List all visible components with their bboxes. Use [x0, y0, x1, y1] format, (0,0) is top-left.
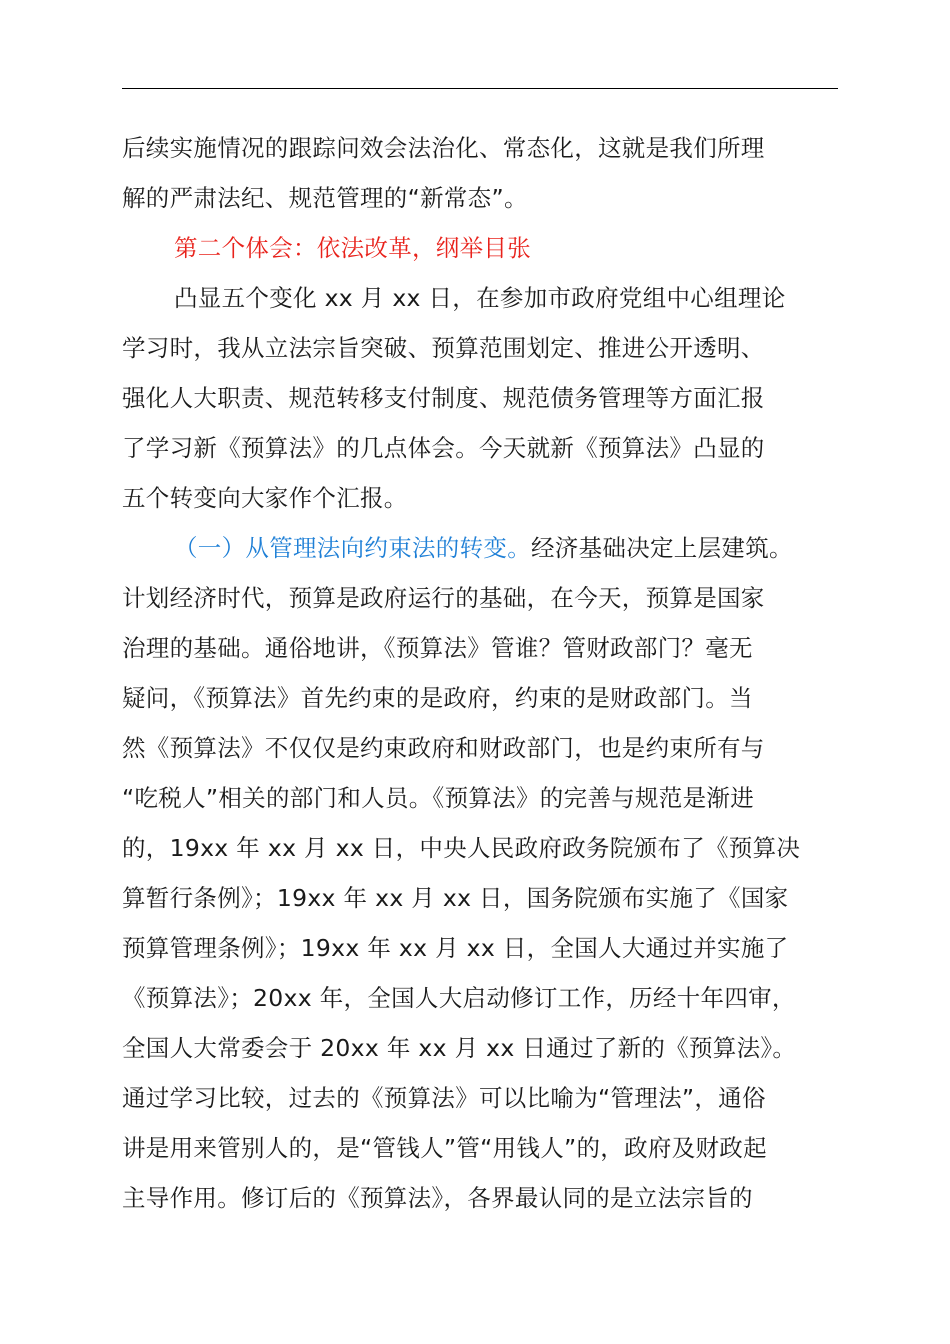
body-line: “吃税人”相关的部门和人员。《预算法》的完善与规范是渐进 — [122, 784, 754, 812]
section-heading: 第二个体会：依法改革，纲举目张 — [174, 234, 531, 262]
subsection-line — [174, 532, 793, 564]
subsection-heading: （一）从管理法向约束法的转变。 — [174, 534, 531, 562]
body-text: 经济基础决定上层建筑。 — [531, 534, 793, 562]
body-line: 凸显五个变化 xx 月 xx 日，在参加市政府党组中心组理论 — [174, 284, 786, 312]
body-line: 后续实施情况的跟踪问效会法治化、常态化，这就是我们所理 — [122, 134, 765, 162]
body-line: 了学习新《预算法》的几点体会。今天就新《预算法》凸显的 — [122, 434, 765, 462]
body-line: 解的严肃法纪、规范管理的“新常态”。 — [122, 184, 528, 212]
body-line: 五个转变向大家作个汇报。 — [122, 484, 408, 512]
body-line: 全国人大常委会于 20xx 年 xx 月 xx 日通过了新的《预算法》。 — [122, 1034, 797, 1062]
header-rule — [122, 88, 838, 89]
body-line: 算暂行条例》；19xx 年 xx 月 xx 日，国务院颁布实施了《国家 — [122, 884, 789, 912]
body-line: 强化人大职责、规范转移支付制度、规范债务管理等方面汇报 — [122, 384, 765, 412]
body-line: 通过学习比较，过去的《预算法》可以比喻为“管理法”，通俗 — [122, 1084, 766, 1112]
body-line: 主导作用。修订后的《预算法》，各界最认同的是立法宗旨的 — [122, 1184, 753, 1212]
body-line: 学习时，我从立法宗旨突破、预算范围划定、推进公开透明、 — [122, 334, 765, 362]
body-line: 的，19xx 年 xx 月 xx 日，中央人民政府政务院颁布了《预算决 — [122, 834, 801, 862]
body-line: 《预算法》；20xx 年，全国人大启动修订工作，历经十年四审， — [122, 984, 796, 1012]
body-line: 疑问，《预算法》首先约束的是政府，约束的是财政部门。当 — [122, 684, 753, 712]
body-line: 计划经济时代，预算是政府运行的基础，在今天，预算是国家 — [122, 584, 765, 612]
body-line: 治理的基础。通俗地讲，《预算法》管谁？管财政部门？毫无 — [122, 634, 753, 662]
body-line: 讲是用来管别人的，是“管钱人”管“用钱人”的，政府及财政起 — [122, 1134, 767, 1162]
body-line: 然《预算法》不仅仅是约束政府和财政部门，也是约束所有与 — [122, 734, 765, 762]
body-line: 预算管理条例》；19xx 年 xx 月 xx 日，全国人大通过并实施了 — [122, 934, 789, 962]
